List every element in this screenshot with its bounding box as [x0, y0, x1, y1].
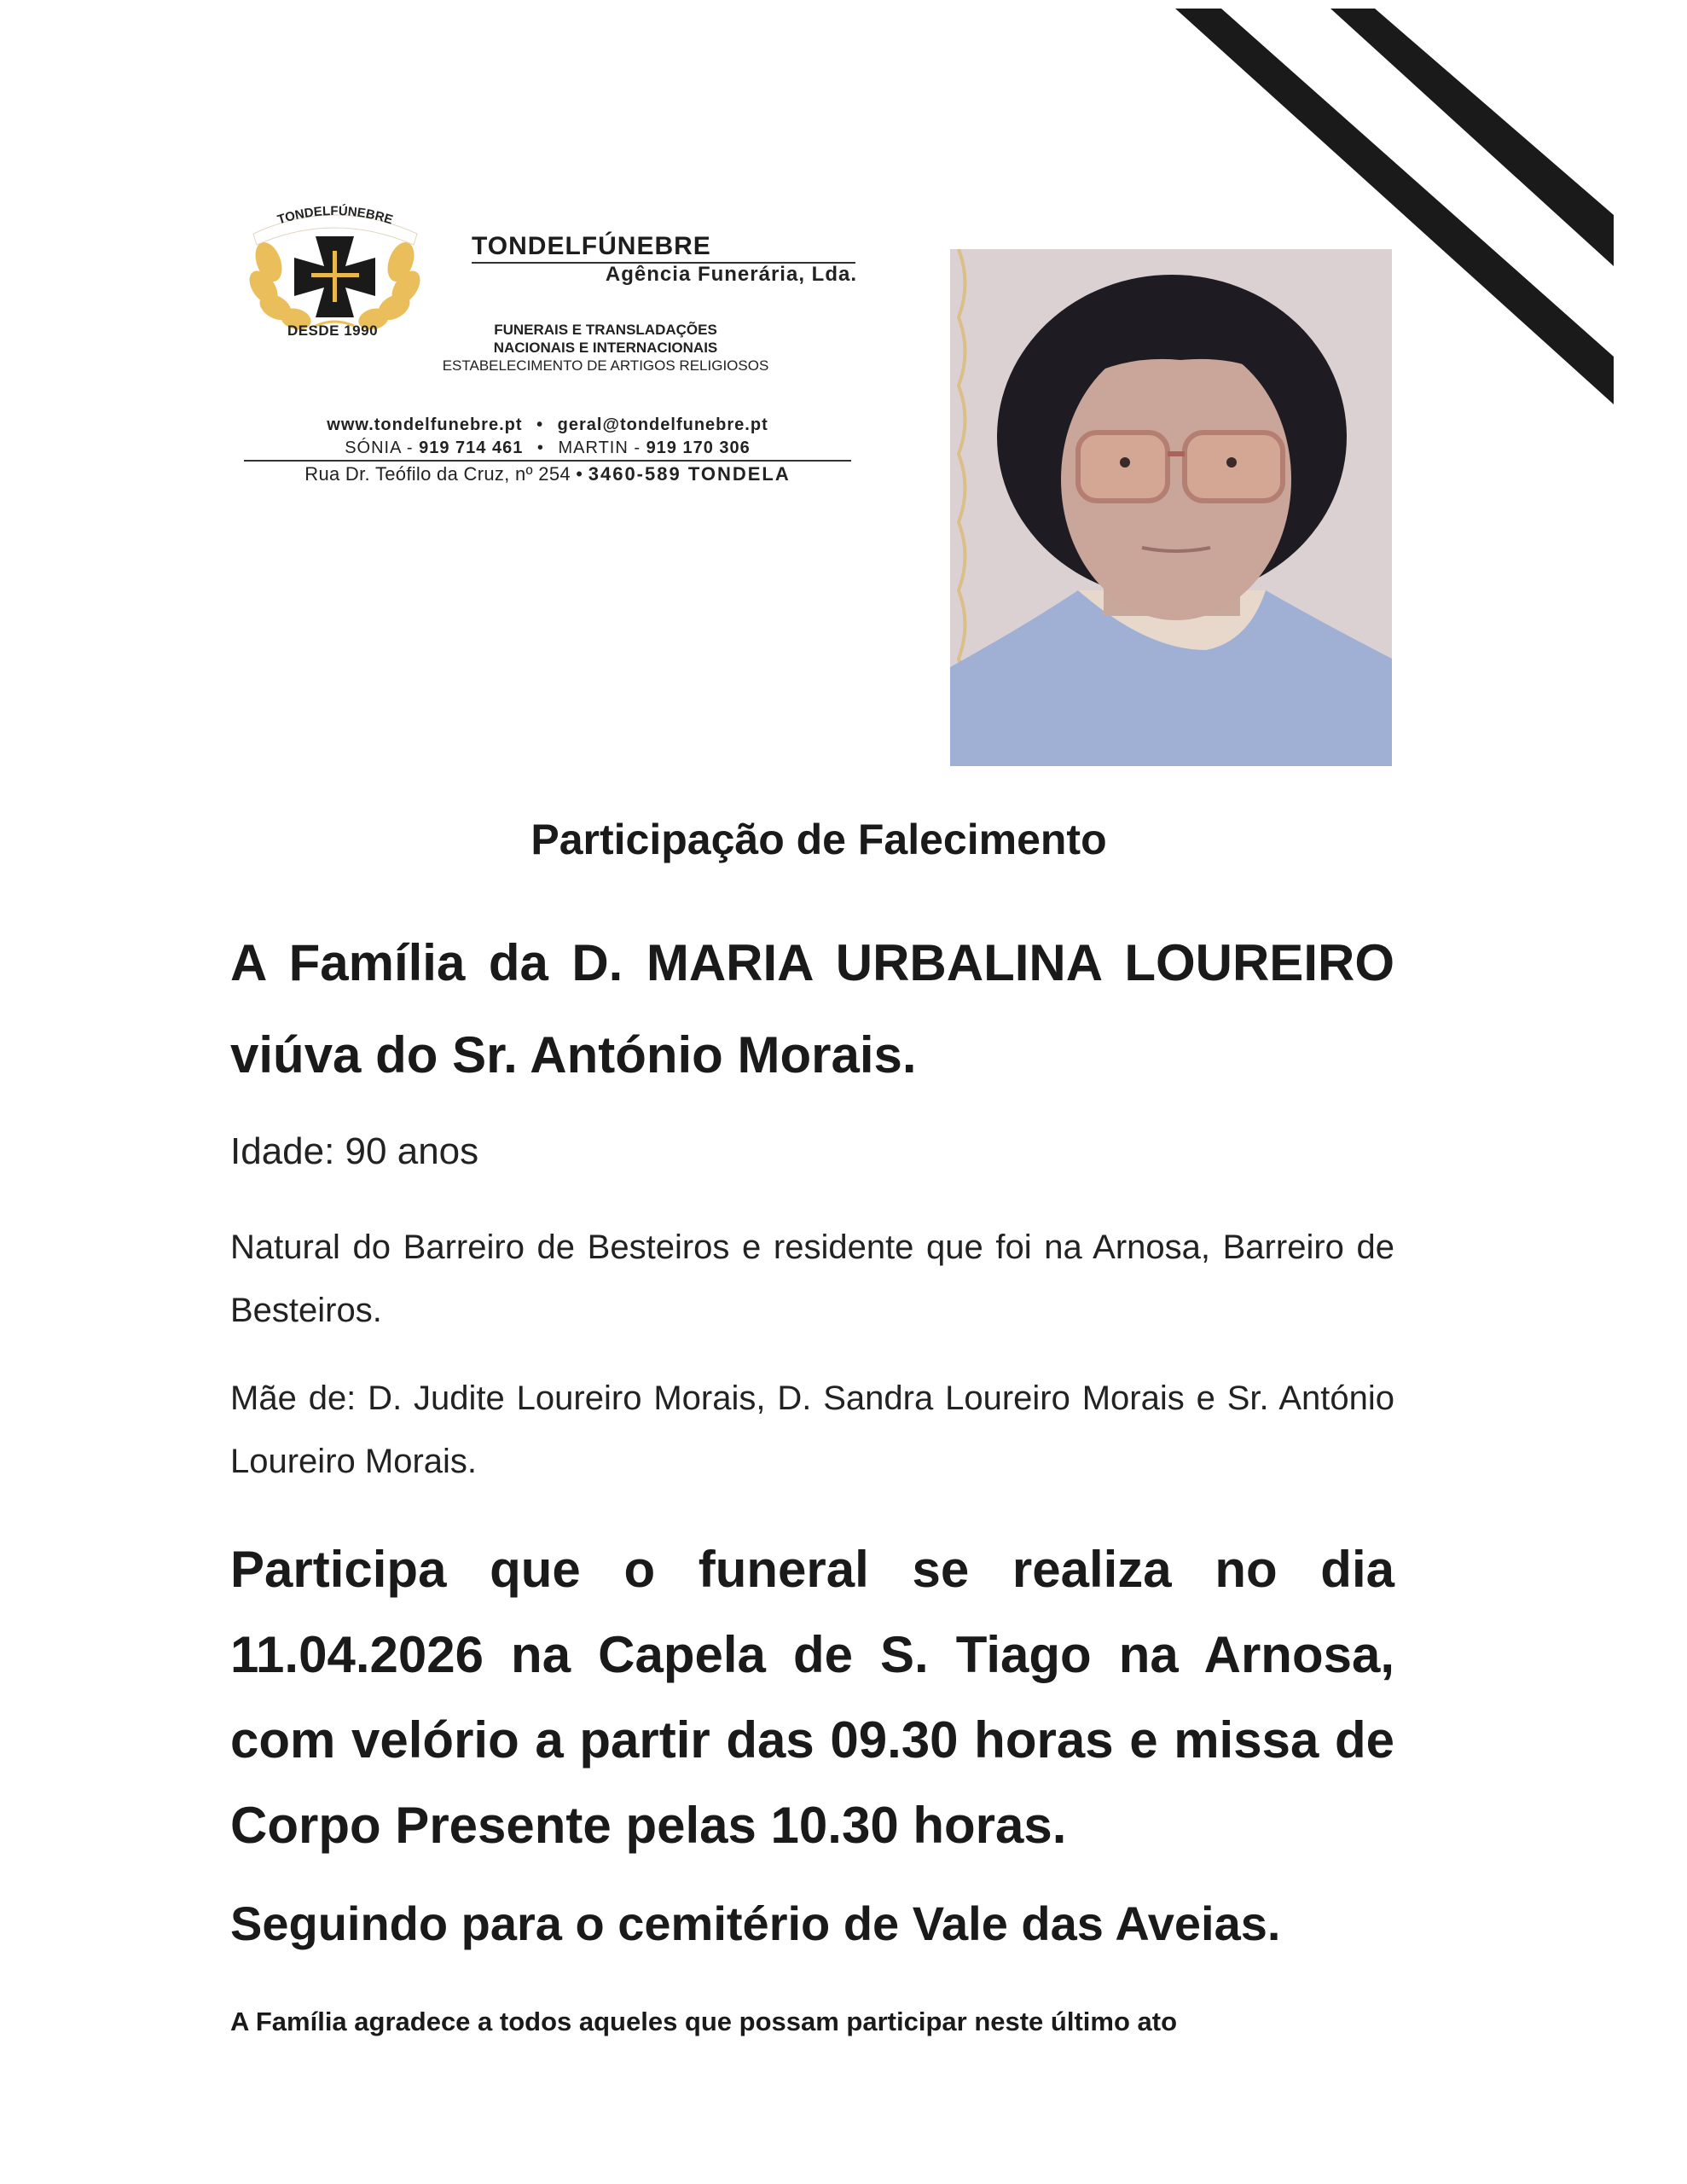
- portrait-image: [950, 249, 1392, 766]
- contact-1-name: SÓNIA -: [345, 439, 420, 457]
- funeral-line: Participa que o funeral se realiza no dia: [230, 1541, 1394, 1598]
- services-line-2: NACIONAIS E INTERNACIONAIS: [493, 340, 718, 356]
- address-city: 3460-589 TONDELA: [588, 463, 791, 485]
- notice-lead: A Família da D. MARIA URBALINA LOUREIRO viúva do Sr. António Morais.: [230, 934, 1394, 1083]
- contact-2-phone[interactable]: 919 170 306: [646, 439, 751, 457]
- portrait-photo: [950, 249, 1392, 766]
- services-line-3: ESTABELECIMENTO DE ARTIGOS RELIGIOSOS: [442, 357, 769, 374]
- family-thanks: A Família agradece a todos aqueles que possam participar neste último ato: [230, 2007, 1178, 2036]
- contact-2-name: MARTIN -: [558, 439, 646, 457]
- deceased-age: Idade: 90 anos: [230, 1130, 479, 1172]
- funeral-line: com velório a partir das 09.30 horas e missa de: [230, 1711, 1394, 1769]
- separator: •: [536, 439, 544, 457]
- separator: •: [536, 415, 544, 434]
- funeral-line: Corpo Presente pelas 10.30 horas.: [230, 1797, 1067, 1854]
- logo-since-label: DESDE 1990: [287, 322, 379, 339]
- birthplace-residence: Natural do Barreiro de Besteiros e residente que foi na Arnosa, Barreiro de Besteiros.: [230, 1228, 1394, 1329]
- funeral-line: 11.04.2026 na Capela de S. Tiago na Arnosa,: [230, 1626, 1394, 1683]
- funeral-details: [230, 1527, 1394, 1868]
- address-street: Rua Dr. Teófilo da Cruz, nº 254 •: [304, 463, 588, 485]
- children-list: Mãe de: D. Judite Loureiro Morais, D. Sandra Loureiro Morais e Sr. António Loureiro Morais.: [230, 1380, 1394, 1480]
- contact-1-phone[interactable]: 919 714 461: [419, 439, 524, 457]
- company-name: TONDELFÚNEBRE: [472, 232, 855, 264]
- notice-title: Participação de Falecimento: [530, 816, 1107, 863]
- services-line-1: FUNERAIS E TRANSLADAÇÕES: [494, 322, 717, 338]
- email-link[interactable]: geral@tondelfunebre.pt: [557, 415, 768, 434]
- burial-info: Seguindo para o cemitério de Vale das Aveias.: [230, 1896, 1281, 1950]
- website-link[interactable]: www.tondelfunebre.pt: [327, 415, 523, 434]
- company-subtitle: Agência Funerária, Lda.: [605, 263, 857, 286]
- services-block: [409, 321, 802, 375]
- logo-arc-text: TONDELFÚNEBRE: [275, 203, 395, 228]
- contacts-block: [241, 413, 855, 487]
